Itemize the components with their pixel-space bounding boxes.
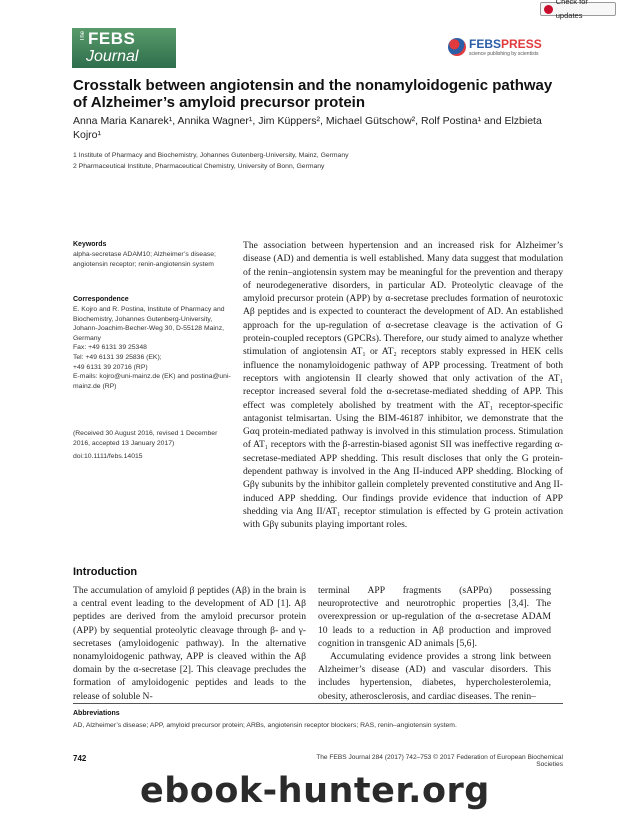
keywords-heading: Keywords xyxy=(73,241,107,248)
watermark: ebook-hunter.org xyxy=(140,771,490,811)
intro-paragraph-1: The accumulation of amyloid β peptides (Aβ) in the brain is a central event leading to the development of AD [1]. Aβ peptides are derived from the amyloid precursor protein (APP) by sequential proteolytic cleavage through β- and γ-secretases (amyloidogenic pathway). In the alternative nonamyloidogenic pathway, APP is cleaved within the Aβ domain by the α-secretase [2]. This cleavage precludes the formation of amyloidogenic peptides and leads to the release of soluble N- xyxy=(73,585,306,702)
abbreviations-divider xyxy=(73,703,563,704)
logo-journal: Journal xyxy=(86,48,139,65)
intro-paragraph-1-cont: terminal APP fragments (sAPPα) possessing neuroprotective and neurotrophic properties [3,4]. The overexpression or up-regulation of the α-secretase ADAM 10 leads to a reduction in Aβ production and improved cognition in transgenic AD animals [5,6]. xyxy=(318,585,551,649)
correspondence-heading: Correspondence xyxy=(73,296,129,303)
febs-press-logo xyxy=(448,36,556,64)
correspondence-emails: E-mails: kojro@uni-mainz.de (EK) and postina@uni-mainz.de (RP) xyxy=(73,373,231,390)
logo-febs: FEBS xyxy=(88,29,136,48)
correspondence-address: E. Kojro and R. Postina, Institute of Pharmacy and Biochemistry, Johannes Gutenberg-University, Johann-Joachim-Becher-Weg 30, D-55128 Mainz, Germany xyxy=(73,306,225,342)
article-title: Crosstalk between angiotensin and the nonamyloidogenic pathway of Alzheimer’s amyloid precursor protein xyxy=(73,77,553,111)
doi-link[interactable]: doi:10.1111/febs.14015 xyxy=(73,453,143,460)
febs-press-icon xyxy=(448,38,466,56)
correspondence-tel-2: +49 6131 39 20716 (RP) xyxy=(73,363,148,371)
article-affiliations xyxy=(73,150,553,172)
febs-press-tagline: science publishing by scientists xyxy=(469,51,539,57)
affiliation-2: 2 Pharmaceutical Institute, Pharmaceutical Chemistry, University of Bonn, Germany xyxy=(73,163,325,170)
correspondence-block xyxy=(73,305,231,391)
intro-paragraph-2: Accumulating evidence provides a strong link between Alzheimer’s disease (AD) and vascular disorders. This includes hypertension, diabetes, hypercholesterolemia, obesity, atherosclerosis, and cardiac diseases. The renin– xyxy=(318,651,551,702)
abbreviations-heading: Abbreviations xyxy=(73,710,120,717)
febs-journal-logo xyxy=(72,28,176,68)
introduction-left-column xyxy=(73,584,306,703)
correspondence-tel-1: Tel: +49 6131 39 25836 (EK); xyxy=(73,353,162,361)
affiliation-1: 1 Institute of Pharmacy and Biochemistry, Johannes Gutenberg-University, Mainz, Germany xyxy=(73,152,349,159)
received-dates: (Received 30 August 2016, revised 1 December 2016, accepted 13 January 2017) xyxy=(73,430,218,447)
abstract: The association between hypertension and an increased risk for Alzheimer’s disease (AD) and dementia is well established. Many data suggest that modulation of the renin–angiotensin system may be meaningful for the prevention and therapy of neurodegenerative disorders, in particular AD. Proteolytic cleavage of the amyloid precursor protein (APP) by α-secretase precludes formation of neurotoxic Aβ peptides and is expected to counteract the development of AD. An established approach for the up-regulation of α-secretase cleavage is the activation of G protein-coupled receptors (GPCRs). Therefore, our study aimed to analyze whether stimulation of angiotensin AT₁ or AT₂ receptors stably expressed in HEK cells influence the nonamyloidogenic pathway of APP processing. Treatment of both receptors with angiotensin II clearly showed that only activation of the AT₁ receptor increased several fold the α-secretase-mediated shedding of APP. This effect was completely abolished by treatment with the AT₁ receptor-specific antagonist telmisartan. Using the BIM-46187 inhibitor, we demonstrate that the Gαq protein-mediated pathway is involved in this stimulation process. Stimulation of AT₁ receptors with the β-arrestin-biased agonist SII was ineffective regarding α-secretase-mediated APP shedding. This result discloses that only the G protein-dependent pathway is involved in the Ang II-induced APP shedding. Blocking of Gβγ subunits by the inhibitor gallein completely prevented constitutive and Ang II-induced APP shedding. Our findings provide evidence that induction of APP shedding via Ang II/AT₁ receptor stimulation is effected by G protein activation with Gβγ subunits playing important roles. xyxy=(243,240,563,531)
check-for-updates-button[interactable] xyxy=(540,0,616,20)
febs-press-name: FEBSPRESS xyxy=(469,37,542,51)
page-number: 742 xyxy=(73,754,87,763)
introduction-right-column xyxy=(318,584,551,703)
logo-the: The xyxy=(80,31,86,42)
correspondence-fax: Fax: +49 6131 39 25348 xyxy=(73,344,147,352)
introduction-heading: Introduction xyxy=(73,566,138,578)
abbreviations-text: AD, Alzheimer’s disease; APP, amyloid precursor protein; ARBs, angiotensin receptor blockers; RAS, renin–angiotensin system. xyxy=(73,722,457,729)
article-authors: Anna Maria Kanarek¹, Annika Wagner¹, Jim Küppers², Michael Gütschow², Rolf Postina¹ and Elzbieta Kojro¹ xyxy=(73,115,542,141)
keywords-text: alpha-secretase ADAM10; Alzheimer’s disease; angiotensin receptor; renin-angiotensin system xyxy=(73,251,216,268)
check-updates-label: Check for updates xyxy=(555,0,588,20)
running-footer: The FEBS Journal 284 (2017) 742–753 © 2017 Federation of European Biochemical Societies xyxy=(316,754,563,768)
check-updates-icon xyxy=(544,5,553,14)
